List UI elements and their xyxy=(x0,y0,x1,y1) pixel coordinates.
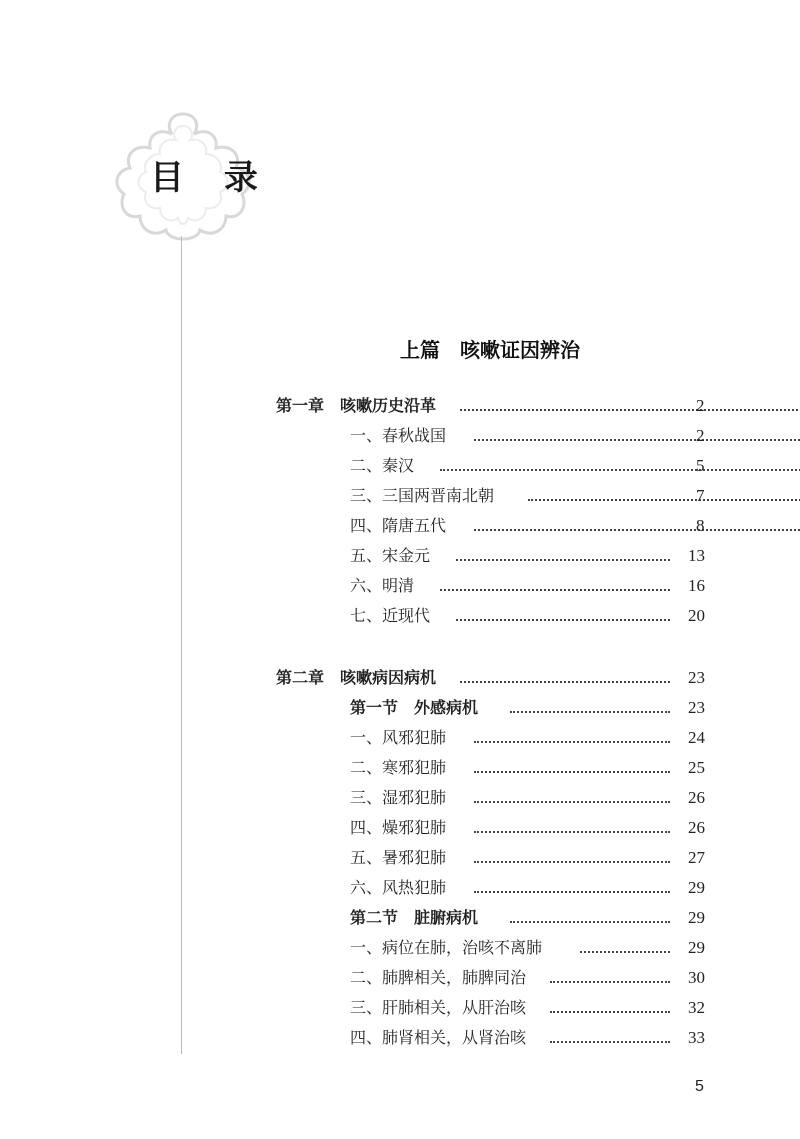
entry-title: 五、暑邪犯肺 xyxy=(350,848,447,867)
entry-page: 29 xyxy=(688,878,705,897)
entry-title: 三、三国两晋南北朝 xyxy=(350,486,495,505)
entry-title: 二、秦汉 xyxy=(350,456,415,475)
entry-page: 29 xyxy=(688,938,705,957)
part-title: 上篇 咳嗽证因辨治 xyxy=(400,338,580,362)
dot-leader xyxy=(460,681,670,683)
entry-page: 25 xyxy=(688,758,705,777)
entry-title: 二、肺脾相关，肺脾同治 xyxy=(350,968,527,987)
entry-page: 7 xyxy=(696,486,705,505)
page-number: 5 xyxy=(695,1078,704,1095)
dot-leader xyxy=(474,529,800,531)
entry-title: 三、肝肺相关，从肝治咳 xyxy=(350,998,527,1017)
entry-title: 第一章 咳嗽历史沿革 xyxy=(276,396,437,415)
entry-title: 五、宋金元 xyxy=(350,546,431,565)
entry-title: 四、隋唐五代 xyxy=(350,516,447,535)
entry-title: 第二节 脏腑病机 xyxy=(350,908,479,927)
entry-title: 一、春秋战国 xyxy=(350,426,447,445)
dot-leader xyxy=(580,951,670,953)
dot-leader xyxy=(460,409,800,411)
entry-page: 2 xyxy=(696,426,705,445)
entry-page: 26 xyxy=(688,818,705,837)
entry-page: 5 xyxy=(696,456,705,475)
toc-title: 目 录 xyxy=(150,158,272,198)
entry-page: 8 xyxy=(696,516,705,535)
entry-title: 四、肺肾相关，从肾治咳 xyxy=(350,1028,527,1047)
dot-leader xyxy=(474,891,670,893)
entry-page: 24 xyxy=(688,728,705,747)
entry-page: 29 xyxy=(688,908,705,927)
dot-leader xyxy=(474,439,800,441)
dot-leader xyxy=(474,801,670,803)
entry-page: 30 xyxy=(688,968,705,987)
dot-leader xyxy=(474,771,670,773)
vertical-divider xyxy=(181,236,182,1054)
entry-page: 33 xyxy=(688,1028,705,1047)
entry-title: 六、风热犯肺 xyxy=(350,878,447,897)
dot-leader xyxy=(550,1011,670,1013)
entry-page: 32 xyxy=(688,998,705,1017)
dot-leader xyxy=(550,1041,670,1043)
dot-leader xyxy=(528,499,800,501)
entry-title: 二、寒邪犯肺 xyxy=(350,758,447,777)
dot-leader xyxy=(474,831,670,833)
entry-page: 27 xyxy=(688,848,705,867)
entry-title: 七、近现代 xyxy=(350,606,431,625)
entry-title: 第二章 咳嗽病因病机 xyxy=(276,668,437,687)
entry-page: 26 xyxy=(688,788,705,807)
dot-leader xyxy=(550,981,670,983)
entry-title: 三、湿邪犯肺 xyxy=(350,788,447,807)
entry-page: 16 xyxy=(688,576,705,595)
entry-page: 20 xyxy=(688,606,705,625)
entry-title: 一、病位在肺，治咳不离肺 xyxy=(350,938,543,957)
entry-page: 23 xyxy=(688,698,705,717)
entry-title: 四、燥邪犯肺 xyxy=(350,818,447,837)
entry-page: 23 xyxy=(688,668,705,687)
entry-title: 六、明清 xyxy=(350,576,415,595)
dot-leader xyxy=(474,741,670,743)
entry-title: 一、风邪犯肺 xyxy=(350,728,447,747)
dot-leader xyxy=(440,589,670,591)
dot-leader xyxy=(440,469,800,471)
dot-leader xyxy=(456,619,670,621)
dot-leader xyxy=(510,921,670,923)
entry-page: 13 xyxy=(688,546,705,565)
dot-leader xyxy=(510,711,670,713)
dot-leader xyxy=(474,861,670,863)
dot-leader xyxy=(456,559,670,561)
entry-title: 第一节 外感病机 xyxy=(350,698,479,717)
entry-page: 2 xyxy=(696,396,705,415)
